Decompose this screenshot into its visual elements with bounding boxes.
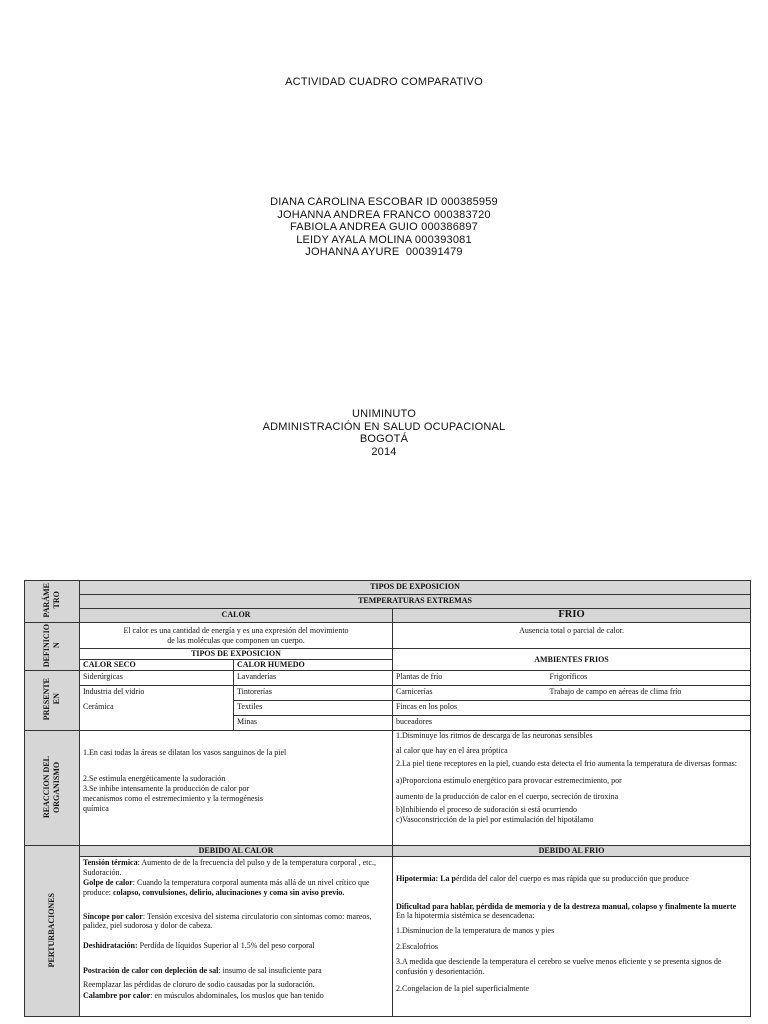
presente-cell: Cerámica bbox=[80, 701, 234, 731]
golpe-bold: colapso, convulsiones, delirio, alucinaciones y coma sin aviso previo. bbox=[113, 887, 345, 897]
comparative-table bbox=[24, 580, 751, 1017]
calor-seco-header: CALOR SECO bbox=[80, 660, 234, 671]
reaccion-frio-item: 2.La piel tiene receptores en la piel, cuando esta detecta el frio aumenta la temperatura de diversas formas: bbox=[396, 759, 737, 769]
sistemica-text: En la hipotermia sistémica se desencadena: bbox=[396, 911, 535, 921]
presente-cell: Trabajo de campo en aéreas de clima frío bbox=[544, 686, 751, 701]
temperaturas-header: TEMPERATURAS EXTREMAS bbox=[80, 595, 751, 609]
institution-line: 2014 bbox=[371, 445, 397, 458]
golpe-label: Golpe de calor bbox=[83, 878, 133, 888]
side-label-parametro: PARÁME TRO bbox=[25, 581, 80, 623]
reaccion-calor-item: 3.Se inhibe intensamente la producción de calor por mecanismos como el estremecimiento y la termogénesis química bbox=[83, 784, 263, 813]
reaccion-frio-item: al calor que hay en el área próptica bbox=[396, 745, 508, 755]
frio-header: FRIO bbox=[393, 609, 751, 623]
reaccion-frio-item: aumento de la producción de calor en el cuerpo, secreción de tiroxina bbox=[396, 791, 619, 801]
debido-frio-header: DEBIDO AL FRIO bbox=[393, 846, 751, 857]
tipos-exposicion-subheader: TIPOS DE EXPOSICION bbox=[80, 649, 393, 660]
reaccion-frio-item: b)Inhibiendo el proceso de sudoración si está ocurriendo bbox=[396, 805, 578, 815]
hipotermia-label: Hipotermia: La p bbox=[396, 874, 456, 884]
sincope-text: : Tensión excesiva del sistema circulatorio con síntomas como: mareos, palidez, piel sudorosa y dolor de cabeza. bbox=[83, 911, 372, 931]
side-label-perturbaciones: PERTURBACIONES bbox=[25, 846, 80, 1017]
author-line: LEIDY AYALA MOLINA 000393081 bbox=[296, 233, 472, 246]
institution-line: UNIMINUTO bbox=[352, 408, 416, 420]
authors-block bbox=[0, 196, 768, 259]
postracion-label: Postración de calor con depleción de sal bbox=[83, 966, 219, 976]
presente-cell: Tintorerías bbox=[234, 686, 393, 701]
reaccion-frio bbox=[393, 731, 751, 846]
reaccion-calor bbox=[80, 731, 393, 846]
postracion-text: : insumo de sal insuficiente para bbox=[218, 966, 322, 976]
presente-cell: Fincas en los polos bbox=[393, 701, 544, 716]
debido-calor-header: DEBIDO AL CALOR bbox=[80, 846, 393, 857]
deshidratacion-label: Deshidratación: bbox=[83, 940, 138, 950]
frio-item: 1.Disminucion de la temperatura de manos y pies bbox=[396, 925, 555, 935]
presente-cell bbox=[544, 716, 751, 731]
definicion-calor: El calor es una cantidad de energía y es una expresión del movimiento de las moléculas que componen un cuerpo. bbox=[80, 623, 393, 649]
reaccion-calor-item: 2.Se estimula energéticamente la sudoración bbox=[83, 773, 226, 783]
tipos-exposicion-header: TIPOS DE EXPOSICION bbox=[80, 581, 751, 595]
perturbaciones-calor bbox=[80, 857, 393, 1017]
side-label-definicion: DEFINICIO N bbox=[25, 623, 80, 671]
reaccion-frio-item: c)Vasoconstricción de la piel por estimulación del hipotálamo bbox=[396, 814, 594, 824]
deshidratacion-text: Perdida de líquidos Superior al 1.5% del peso corporal bbox=[137, 940, 315, 950]
dificultad-text: Dificultad para hablar, pérdida de memoria y de la destreza manual, colapso y finalmente la muerte bbox=[396, 901, 737, 911]
author-line: FABIOLA ANDREA GUIO 000386897 bbox=[289, 221, 478, 233]
frio-item: 3.A medida que desciende la temperatura el cerebro se vuelve menos eficiente y se presenta signos de confusión y desorientación. bbox=[396, 957, 722, 976]
presente-cell: Frigoríficos bbox=[544, 671, 751, 686]
presente-cell: Lavanderías bbox=[234, 671, 393, 686]
hipotermia-text: érdida del calor del cuerpo es mas rápida que su producción que produce bbox=[456, 874, 689, 884]
reaccion-frio-item: a)Proporciona estímulo energético para provocar estremecimiento, por bbox=[396, 775, 622, 785]
author-line: JOHANNA ANDREA FRANCO 000383720 bbox=[277, 208, 491, 221]
title-text: ACTIVIDAD CUADRO COMPARATIVO bbox=[285, 76, 483, 88]
institution-block bbox=[0, 408, 768, 458]
institution-line: BOGOTÁ bbox=[359, 433, 409, 445]
perturbaciones-frio bbox=[393, 857, 751, 1017]
author-line: DIANA CAROLINA ESCOBAR ID 000385959 bbox=[270, 196, 498, 208]
presente-cell: buceadores bbox=[393, 716, 544, 731]
tension-text: : Aumento de de la frecuencia del pulso y de la temperatura corporal , etc., Sudoración. bbox=[83, 858, 376, 877]
presente-cell: Carnicerías bbox=[393, 686, 544, 701]
institution-line: ADMINISTRACIÓN EN SALUD OCUPACIONAL bbox=[262, 420, 506, 433]
reaccion-calor-item: 1.En casi todas la áreas se dilatan los vasos sanguinos de la piel bbox=[83, 748, 287, 758]
author-line: JOHANNA AYURE 000391479 bbox=[305, 246, 463, 258]
sincope-label: Síncope por calor bbox=[83, 911, 143, 921]
side-label-reaccion: REACCION DEL ORGANISMO bbox=[25, 731, 80, 846]
side-label-presente: PRESENTE EN bbox=[25, 671, 80, 731]
presente-cell: Siderúrgicas bbox=[80, 671, 234, 686]
reaccion-frio-item: 1.Disminuye los ritmos de descarga de las neuronas sensibles bbox=[396, 731, 593, 741]
calambre-text: : en músculos abdominales, los muslos que han tenido bbox=[150, 990, 324, 1000]
presente-cell: Industria del vidrio bbox=[80, 686, 234, 701]
calor-header: CALOR bbox=[80, 609, 393, 623]
presente-cell: Plantas de frío bbox=[393, 671, 544, 686]
document-title bbox=[0, 76, 768, 89]
presente-cell: Textiles bbox=[234, 701, 393, 716]
reemplazar-text: Reemplazar las pérdidas de cloruro de sodio causadas por la sudoración. bbox=[83, 979, 315, 989]
calambre-label: Calambre por calor bbox=[83, 990, 151, 1000]
tension-label: Tensión térmica bbox=[83, 858, 138, 868]
ambientes-frios-header: AMBIENTES FRIOS bbox=[393, 649, 751, 671]
presente-cell bbox=[544, 701, 751, 716]
presente-cell: Minas bbox=[234, 716, 393, 731]
frio-item: 2.Congelacion de la piel superficialmente bbox=[396, 984, 530, 994]
definicion-frio: Ausencia total o parcial de calor. bbox=[393, 623, 751, 649]
calor-humedo-header: CALOR HUMEDO bbox=[234, 660, 393, 671]
frio-item: 2.Escalofrios bbox=[396, 941, 438, 951]
golpe-text: : Cuando la temperatura corporal aumenta más allá de un nivel crítico que produce: bbox=[83, 878, 370, 897]
